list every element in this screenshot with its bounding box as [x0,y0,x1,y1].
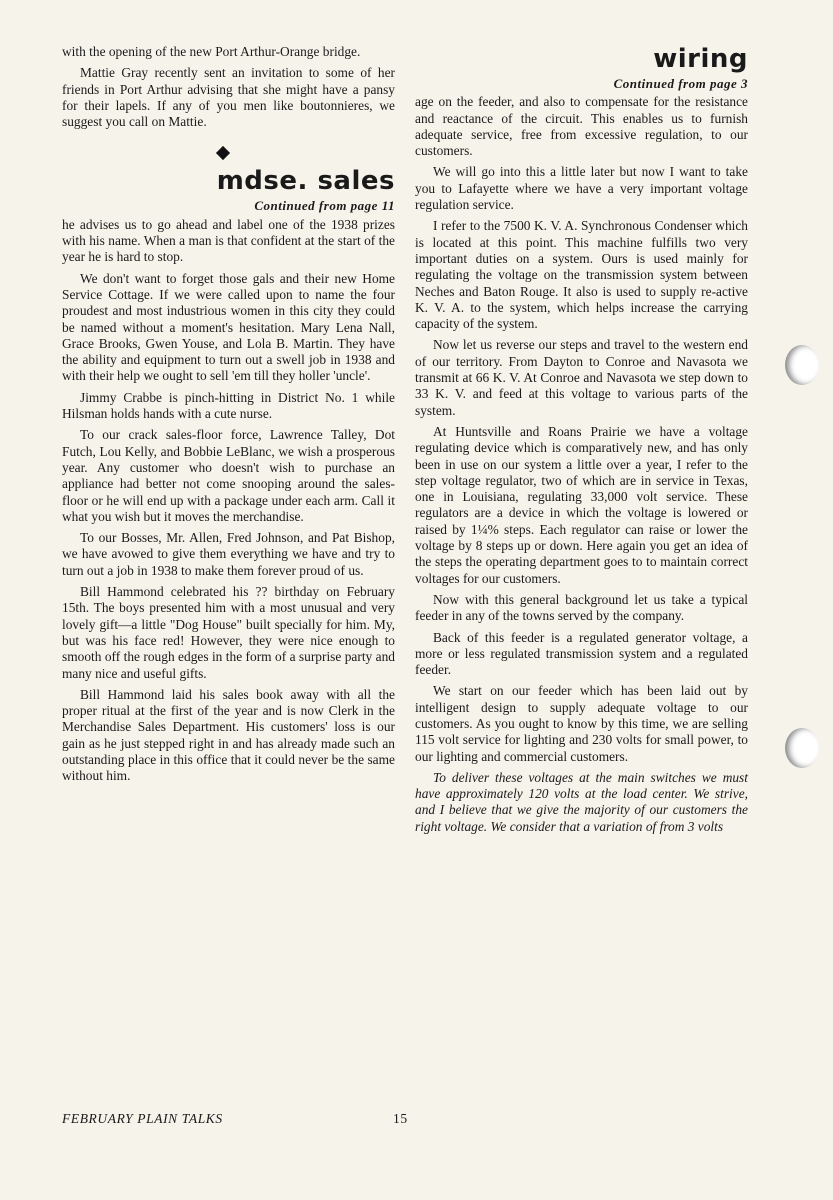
section-title-mdse-sales: mdse. sales [216,166,395,197]
binder-hole-icon [785,728,819,768]
paragraph: Back of this feeder is a regulated generator voltage, a more or less regulated transmission system and a regulated feeder. [415,629,748,678]
paragraph: Now let us reverse our steps and travel to the western end of our territory. From Dayton to Conroe and Navasota we transmit at 66 K. V. At Conroe and Navasota we step down to 33 K. V. and feed at this voltage to various parts of the system. [415,337,748,418]
diamond-ornament-icon [216,146,230,160]
binder-hole-icon [785,345,819,385]
paragraph: To our crack sales-floor force, Lawrence Talley, Dot Futch, Lou Kelly, and Bobbie LeBlanc, we wish a prosperous year. Any customer who doesn't wish to purchase an appliance had better not come snooping around the sales-floor or he will end up with a package under each arm. Call it what you wish but it moves the merchandise. [62,427,395,524]
paragraph: Bill Hammond laid his sales book away with all the proper ritual at the first of the year and is now Clerk in the Merchandise Sales Department. His customers' loss is our gain as he just stepped right in and has already made such an outstanding place in this office that it could never be the same without him. [62,686,395,784]
publication-name: FEBRUARY PLAIN TALKS [62,1111,223,1126]
section-title-wiring: wiring [653,44,748,74]
paragraph: age on the feeder, and also to compensate for the resistance and reactance of the circuit. This enables us to furnish adequate service, free from excessive regulation, to our customers. [415,94,748,159]
italic-paragraph: To deliver these voltages at the main switches we must have approximately 120 volts at the load center. We strive, and I believe that we give the majority of our customers the right voltage. We consider that a variation of from 3 volts [415,769,748,834]
paragraph: I refer to the 7500 K. V. A. Synchronous Condenser which is located at this point. This machine fulfills two very important duties on a system. Ours is used mainly for regulating the voltage on the transmission system between Neches and Baton Rouge. It also is used to supply re-active K. V. A. to the system, which helps increase the carrying capacity of the system. [415,218,748,332]
continued-note: Continued from page 11 [254,198,395,214]
page-footer [62,1111,408,1127]
paragraph: At Huntsville and Roans Prairie we have a voltage regulating device which is comparatively new, and has only been in use on our system a little over a year, I refer to the step voltage regulator, two of which are in service in Texas, one in Louisiana, regulating 33,000 volt service. These regulators are a device in which the voltage is lowered or raised by 1¼% steps. Each regulator can raise or lower the voltage by 8 steps up or down. Here again you get an idea of the steps the operating department goes to to maintain correct voltages for our customers. [415,423,748,586]
paragraph: he advises us to go ahead and label one of the 1938 prizes with his name. When a man is that confident at the start of the year he is hard to stop. [62,216,395,265]
paragraph: Mattie Gray recently sent an invitation to some of her friends in Port Arthur advising that she might have a pansy for their lapels. If any of you men like boutonnieres, we suggest you call on Mattie. [62,65,395,130]
continued-note: Continued from page 3 [613,76,748,91]
paragraph: We don't want to forget those gals and their new Home Service Cottage. If we were called upon to name the four proudest and most industrious women in this city they could be named without a moment's hesitation. Mary Lena Nall, Grace Brooks, Gwen Youse, and Lola B. Martin. They have the ability and equipment to turn out a swell job in 1938 and with their help we ought to sell 'em till they holler 'uncle'. [62,270,395,384]
page-number: 15 [393,1111,408,1126]
paragraph: Now with this general background let us take a typical feeder in any of the towns served by the company. [415,591,748,624]
left-column [62,44,395,790]
paragraph: We will go into this a little later but now I want to take you to Lafayette where we have a very important voltage regulation service. [415,164,748,213]
paragraph: We start on our feeder which has been laid out by intelligent design to supply adequate voltage to our customers. As you ought to know by this time, we are selling 115 volt service for lighting and 230 volts for small power, to our lighting and commercial customers. [415,683,748,764]
paragraph: Jimmy Crabbe is pinch-hitting in District No. 1 while Hilsman holds hands with a cute nurse. [62,389,395,422]
paragraph: Bill Hammond celebrated his ?? birthday on February 15th. The boys presented him with a most unusual and very lovely gift—a little "Dog House" built specially for him. My, but was his face red! However, they were nice enough to smooth off the rough edges in the form of a surprise party and many nice and useful gifts. [62,584,395,681]
right-column [415,44,748,840]
paragraph: To our Bosses, Mr. Allen, Fred Johnson, and Pat Bishop, we have avowed to give them everything we have and try to turn out a job in 1938 to make them forever proud of us. [62,530,395,578]
paragraph: with the opening of the new Port Arthur-Orange bridge. [62,44,361,59]
